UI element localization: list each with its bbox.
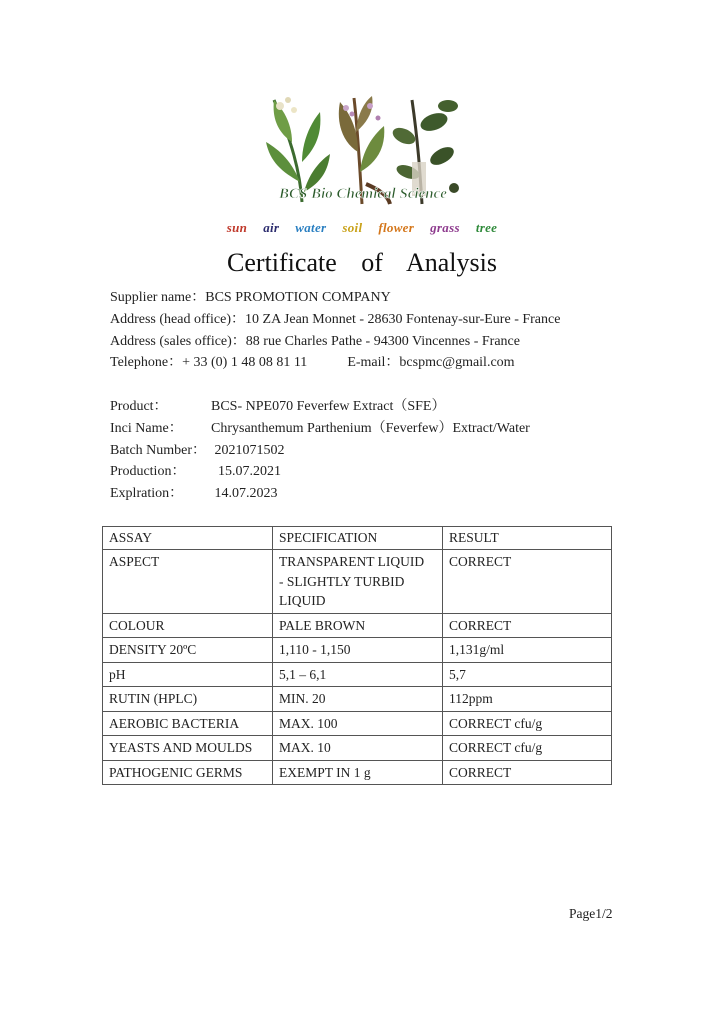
assay-cell: pH: [103, 662, 273, 687]
table-row: [103, 638, 612, 663]
result-cell: CORRECT: [443, 760, 612, 785]
assay-cell: YEASTS AND MOULDS: [103, 736, 273, 761]
tagline-word: grass: [430, 220, 460, 235]
result-cell: CORRECT: [443, 550, 612, 614]
product-info-label: Inci Name：: [110, 420, 183, 436]
result-cell: CORRECT cfu/g: [443, 711, 612, 736]
tagline-word: sun: [226, 220, 248, 235]
specification-cell: [273, 711, 443, 736]
assay-cell: AEROBIC BACTERIA: [103, 711, 273, 736]
head-office-address: Address (head office)：10 ZA Jean Monnet - 28630 Fontenay-sur-Eure - France: [110, 311, 561, 327]
specification-cell: [273, 687, 443, 712]
tagline-word: soil: [342, 220, 363, 235]
supplier-info: [110, 287, 560, 374]
specification-cell: [273, 638, 443, 663]
tagline: [0, 220, 724, 236]
analysis-table: [102, 526, 612, 785]
product-info-row: [110, 461, 530, 483]
product-info-value: 14.07.2023: [211, 486, 278, 502]
product-info-label: Production：: [110, 464, 186, 480]
product-info: [110, 396, 530, 505]
product-info-row: [110, 418, 530, 440]
page-number: Page1/2: [569, 906, 613, 921]
assay-cell: RUTIN (HPLC): [103, 687, 273, 712]
specification-line: 1,110 - 1,150: [279, 642, 351, 657]
result-cell: 5,7: [443, 662, 612, 687]
product-info-label: Product：: [110, 399, 168, 414]
specification-line: 5,1 – 6,1: [279, 666, 327, 682]
header-assay: ASSAY: [103, 527, 273, 550]
product-info-row: [110, 440, 530, 462]
assay-cell: PATHOGENIC GERMS: [103, 760, 273, 785]
result-cell: CORRECT cfu/g: [443, 736, 612, 761]
result-cell: 112ppm: [443, 687, 612, 712]
specification-cell: [273, 736, 443, 761]
product-info-label: Batch Number：: [110, 442, 207, 458]
assay-cell: DENSITY 20ºC: [103, 638, 273, 663]
product-info-value: 15.07.2021: [211, 464, 281, 480]
result-cell: CORRECT: [443, 613, 612, 638]
table-row: [103, 687, 612, 712]
specification-cell: [273, 550, 443, 614]
supplier-name: Supplier name：BCS PROMOTION COMPANY: [110, 290, 391, 305]
product-info-value: 2021071502: [211, 442, 285, 458]
tagline-word: air: [263, 220, 280, 235]
product-info-value: BCS- NPE070 Feverfew Extract（SFE）: [211, 399, 446, 414]
header-result: RESULT: [443, 527, 612, 550]
email: E-mail：bcspmc@gmail.com: [347, 355, 515, 371]
telephone: Telephone：+ 33 (0) 1 48 08 81 11: [110, 355, 308, 371]
logo-text: BCS Bio Chemical Science: [279, 186, 447, 202]
table-row: [103, 613, 612, 638]
tagline-word: water: [295, 220, 327, 235]
company-logo: [262, 92, 464, 212]
tagline-word: flower: [378, 220, 415, 235]
table-row: [103, 662, 612, 687]
specification-cell: [273, 613, 443, 638]
table-row: [103, 550, 612, 614]
specification-cell: [273, 662, 443, 687]
specification-cell: [273, 760, 443, 785]
assay-cell: ASPECT: [103, 550, 273, 614]
specification-line: MIN. 20: [279, 691, 326, 706]
table-row: [103, 736, 612, 761]
table-header-row: [103, 527, 612, 550]
product-info-row: [110, 396, 530, 418]
product-info-row: [110, 483, 530, 505]
contact-line: [110, 352, 560, 374]
document-title: Certificate of Analysis: [227, 248, 497, 277]
table-row: [103, 711, 612, 736]
specification-line: PALE BROWN: [279, 617, 366, 633]
specification-line: - SLIGHTLY TURBID: [279, 573, 405, 589]
botanical-illustration-icon: [262, 92, 464, 212]
specification-line: MAX. 10: [279, 740, 331, 755]
tagline-word: tree: [475, 220, 498, 235]
product-info-value: Chrysanthemum Parthenium（Feverfew）Extract/Water: [211, 420, 530, 436]
specification-line: TRANSPARENT LIQUID: [279, 554, 425, 569]
result-cell: 1,131g/ml: [443, 638, 612, 663]
specification-line: EXEMPT IN 1 g: [279, 764, 371, 780]
table-row: [103, 760, 612, 785]
sales-office-address: Address (sales office)：88 rue Charles Pathe - 94300 Vincennes - France: [110, 333, 520, 349]
header-specification: SPECIFICATION: [273, 527, 443, 550]
product-info-label: Explration：: [110, 486, 184, 502]
specification-line: MAX. 100: [279, 715, 338, 731]
specification-line: LIQUID: [279, 593, 326, 608]
assay-cell: COLOUR: [103, 613, 273, 638]
